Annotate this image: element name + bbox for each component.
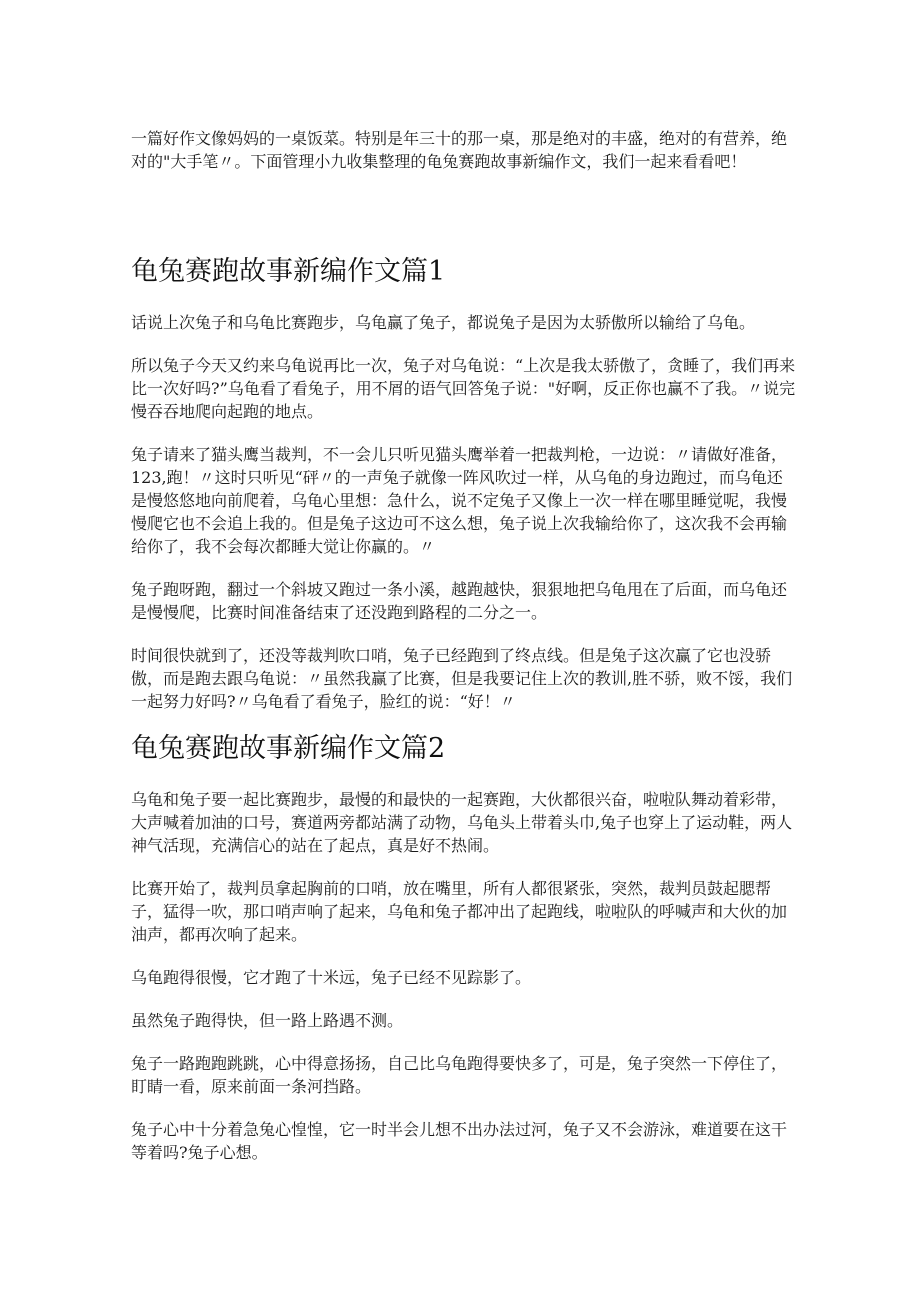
paragraph: 所以兔子今天又约来乌龟说再比一次，兔子对乌龟说：“上次是我太骄傲了，贪睡了，我们再来比一次好吗?”乌龟看了看兔子，用不屑的语气回答兔子说："好啊，反正你也赢不了我。〃说完慢吞吞地爬向起跑的地点。 [131, 356, 796, 421]
paragraph: 兔子心中十分着急兔心惶惶，它一时半会儿想不出办法过河，兔子又不会游泳，难道要在这干等着吗?兔子心想。 [131, 1120, 788, 1162]
section-heading: 龟兔赛跑故事新编作文篇2 [131, 733, 446, 764]
paragraph: 兔子跑呀跑，翻过一个斜坡又跑过一条小溪，越跑越快，狠狠地把乌龟甩在了后面，而乌龟还是慢慢爬，比赛时间准备结束了还没跑到路程的二分之一。 [131, 580, 788, 622]
paragraph: 话说上次兔子和乌龟比赛跑步，乌龟赢了兔子，都说兔子是因为太骄傲所以输给了乌龟。 [131, 313, 756, 332]
paragraph: 乌龟跑得很慢，它才跑了十米远，兔子已经不见踪影了。 [131, 968, 532, 987]
document-page [131, 127, 796, 1184]
paragraph: 虽然兔子跑得快，但一路上路遇不测。 [131, 1011, 404, 1030]
section-heading: 龟兔赛跑故事新编作文篇1 [131, 256, 446, 287]
paragraph: 乌龟和兔子要一起比赛跑步，最慢的和最快的一起赛跑，大伙都很兴奋，啦啦队舞动着彩带，大声喊着加油的口号，赛道两旁都站满了动物，乌龟头上带着头巾,兔子也穿上了运动鞋，两人神气活现，充满信心的站在了起点，真是好不热闹。 [131, 790, 793, 855]
section-1 [131, 256, 796, 713]
paragraph: 兔子一路跑跑跳跳，心中得意扬扬，自己比乌龟跑得要快多了，可是，兔子突然一下停住了，盯睛一看，原来前面一条河挡路。 [131, 1054, 788, 1096]
spacer [131, 173, 796, 256]
paragraph: 比赛开始了，裁判员拿起胸前的口哨，放在嘴里，所有人都很紧张，突然，裁判员鼓起腮帮子，猛得一吹，那口哨声响了起来，乌龟和兔子都冲出了起跑线，啦啦队的呼喊声和大伙的加油声，都再次响了起来。 [131, 879, 788, 944]
paragraph: 兔子请来了猫头鹰当裁判，不一会儿只听见猫头鹰举着一把裁判枪，一边说：〃请做好准备，123,跑！〃这时只听见“砰〃的一声兔子就像一阵风吹过一样，从乌龟的身边跑过，而乌龟还是慢悠悠地向前爬着，乌龟心里想：急什么，说不定兔子又像上一次一样在哪里睡觉呢，我慢慢爬它也不会追上我的。但是兔子这边可不这么想，兔子说上次我输给你了，这次我不会再输给你了，我不会每次都睡大觉让你赢的。〃 [131, 445, 788, 556]
paragraph: 时间很快就到了，还没等裁判吹口哨，兔子已经跑到了终点线。但是兔子这次赢了它也没骄傲，而是跑去跟乌龟说：〃虽然我赢了比赛，但是我要记住上次的教训,胜不骄，败不馁，我们一起努力好吗?〃乌龟看了看兔子，脸红的说：“好！〃 [131, 646, 793, 711]
section-2 [131, 733, 796, 1164]
intro-paragraph: 一篇好作文像妈妈的一桌饭菜。特别是年三十的那一桌，那是绝对的丰盛，绝对的有营养，绝对的"大手笔〃。下面管理小九收集整理的龟兔赛跑故事新编作文，我们一起来看看吧！ [131, 129, 788, 171]
